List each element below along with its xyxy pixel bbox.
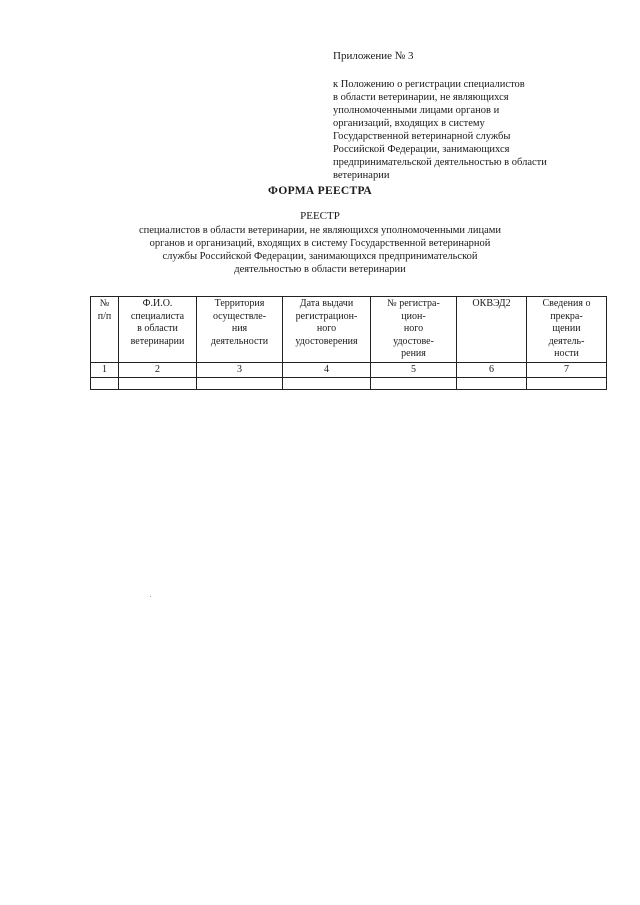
scan-speck [150, 596, 151, 597]
column-number-cell: 6 [457, 362, 527, 378]
table-header-row [91, 297, 607, 363]
column-number-cell: 7 [527, 362, 607, 378]
header-col-territory: Территория осуществле- ния деятельности [197, 297, 283, 363]
registry-subtitle-line: специалистов в области ветеринарии, не являющихся уполномоченными лицами [138, 225, 501, 236]
registry-subtitle [0, 224, 640, 276]
header-col-issue-date: Дата выдачи регистрацион- ного удостоверения [283, 297, 371, 363]
header-col-okved2: ОКВЭД2 [457, 297, 527, 363]
header-col-number: № п/п [91, 297, 119, 363]
appendix-line: Государственной ветеринарной службы [333, 131, 511, 142]
appendix-line: предпринимательской деятельностью в области [333, 157, 547, 168]
column-number-cell: 1 [91, 362, 119, 378]
header-col-termination-info: Сведения о прекра- щении деятель- ности [527, 297, 607, 363]
empty-cell [197, 378, 283, 390]
appendix-reference [333, 78, 623, 182]
appendix-line: организаций, входящих в систему [333, 118, 485, 129]
registry-subtitle-line: службы Российской Федерации, занимающихся предпринимательской [162, 251, 478, 262]
registry-title: РЕЕСТР [300, 210, 340, 222]
table-row [91, 378, 607, 390]
empty-cell [457, 378, 527, 390]
column-number-cell: 4 [283, 362, 371, 378]
appendix-line: Российской Федерации, занимающихся [333, 144, 510, 155]
column-number-cell: 5 [371, 362, 457, 378]
header-col-fio: Ф.И.О. специалиста в области ветеринарии [119, 297, 197, 363]
table-row [91, 362, 607, 378]
appendix-title: Приложение № 3 [333, 50, 414, 62]
registry-table [90, 296, 607, 390]
empty-cell [527, 378, 607, 390]
column-number-cell: 2 [119, 362, 197, 378]
appendix-line: в области ветеринарии, не являющихся [333, 92, 509, 103]
registry-subtitle-line: органов и организаций, входящих в систему Государственной ветеринарной [149, 238, 491, 249]
appendix-line: уполномоченными лицами органов и [333, 105, 500, 116]
appendix-line: ветеринарии [333, 170, 390, 181]
empty-cell [91, 378, 119, 390]
form-title: ФОРМА РЕЕСТРА [268, 185, 372, 197]
empty-cell [371, 378, 457, 390]
column-number-cell: 3 [197, 362, 283, 378]
empty-cell [283, 378, 371, 390]
appendix-line: к Положению о регистрации специалистов [333, 79, 525, 90]
registry-subtitle-line: деятельностью в области ветеринарии [234, 264, 406, 275]
empty-cell [119, 378, 197, 390]
header-col-registration-number: № регистра- цион- ного удостове- рения [371, 297, 457, 363]
